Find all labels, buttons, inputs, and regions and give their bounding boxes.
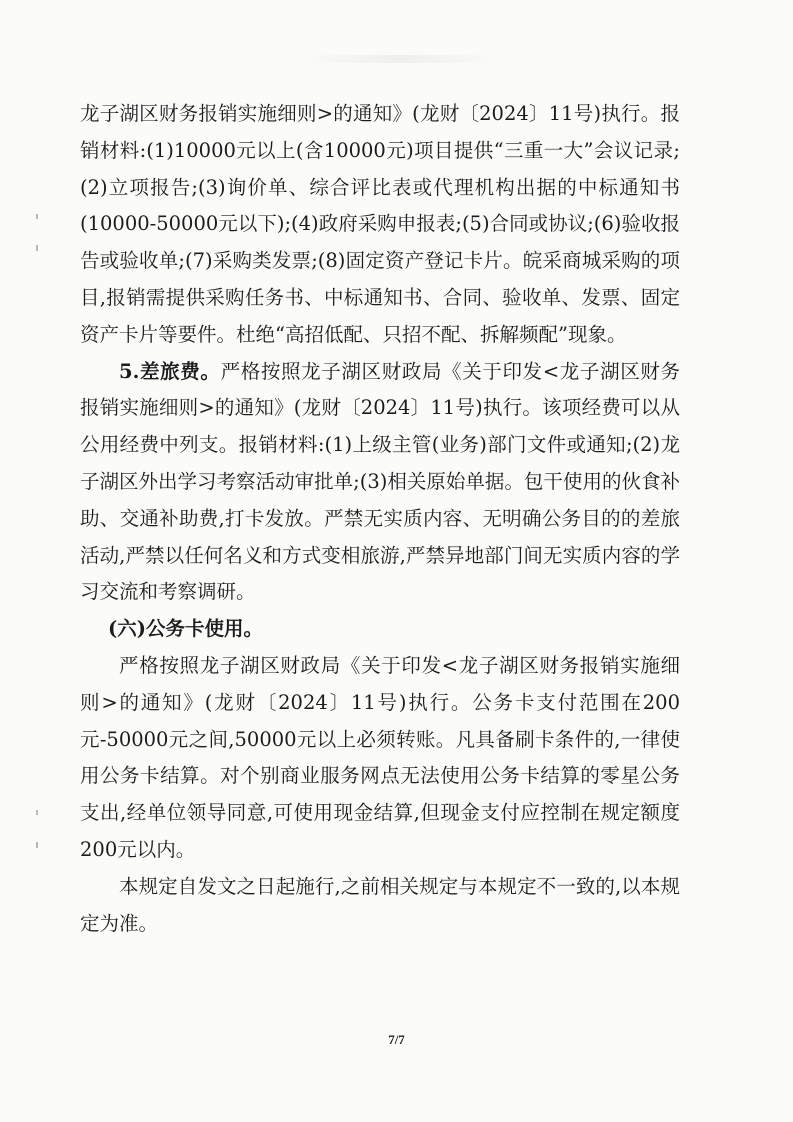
scan-mark-left-2 [36,245,38,251]
scan-mark-left-4 [36,842,38,848]
paragraph-travel-expenses [80,354,680,612]
paragraph-materials-continued: 龙子湖区财务报销实施细则>的通知》(龙财〔2024〕11号)执行。报销材料:(1)10000元以上(含10000元)项目提供“三重一大”会议记录;(2)立项报告;(3)询价单、综合评比表或代理机构出据的中标通知书(10000-50000元以下);(4)政府采购申报表;(5)合同或协议;(6)验收报告或验收单;(7)采购类发票;(8)固定资产登记卡片。皖采商城采购的项目,报销需提供采购任务书、中标通知书、合同、验收单、发票、固定资产卡片等要件。杜绝“高招低配、只招不配、拆解频配”现象。 [80,102,680,346]
paragraph-official-card: 严格按照龙子湖区财政局《关于印发<龙子湖区财务报销实施细则>的通知》(龙财〔2024〕11号)执行。公务卡支付范围在200元-50000元之间,50000元以上必须转账。凡具备刷卡条件的,一律使用公务卡结算。对个别商业服务网点无法使用公务卡结算的零星公务支出,经单位领导同意,可使用现金结算,但现金支付应控制在规定额度200元以内。 [80,653,680,861]
page-number: 7/7 [388,1032,405,1047]
document-body [80,96,680,942]
paragraph-effective-date: 本规定自发文之日起施行,之前相关规定与本规定不一致的,以本规定为准。 [80,874,680,935]
travel-expenses-heading: 5.差旅费。 [119,359,221,383]
scan-mark-left-1 [36,214,38,219]
scan-smudge [300,55,500,63]
travel-expenses-text: 严格按照龙子湖区财政局《关于印发<龙子湖区财务报销实施细则>的通知》(龙财〔2024〕11号)执行。该项经费可以从公用经费中列支。报销材料:(1)上级主管(业务)部门文件或通知;(2)龙子湖区外出学习考察活动审批单;(3)相关原始单据。包干使用的伙食补助、交通补助费,打卡发放。严禁无实质内容、无明确公务目的的差旅活动,严禁以任何名义和方式变相旅游,严禁异地部门间无实质内容的学习交流和考察调研。 [80,359,680,604]
section-heading-official-card: (六)公务卡使用。 [108,617,263,641]
scan-mark-left-3 [36,810,38,815]
